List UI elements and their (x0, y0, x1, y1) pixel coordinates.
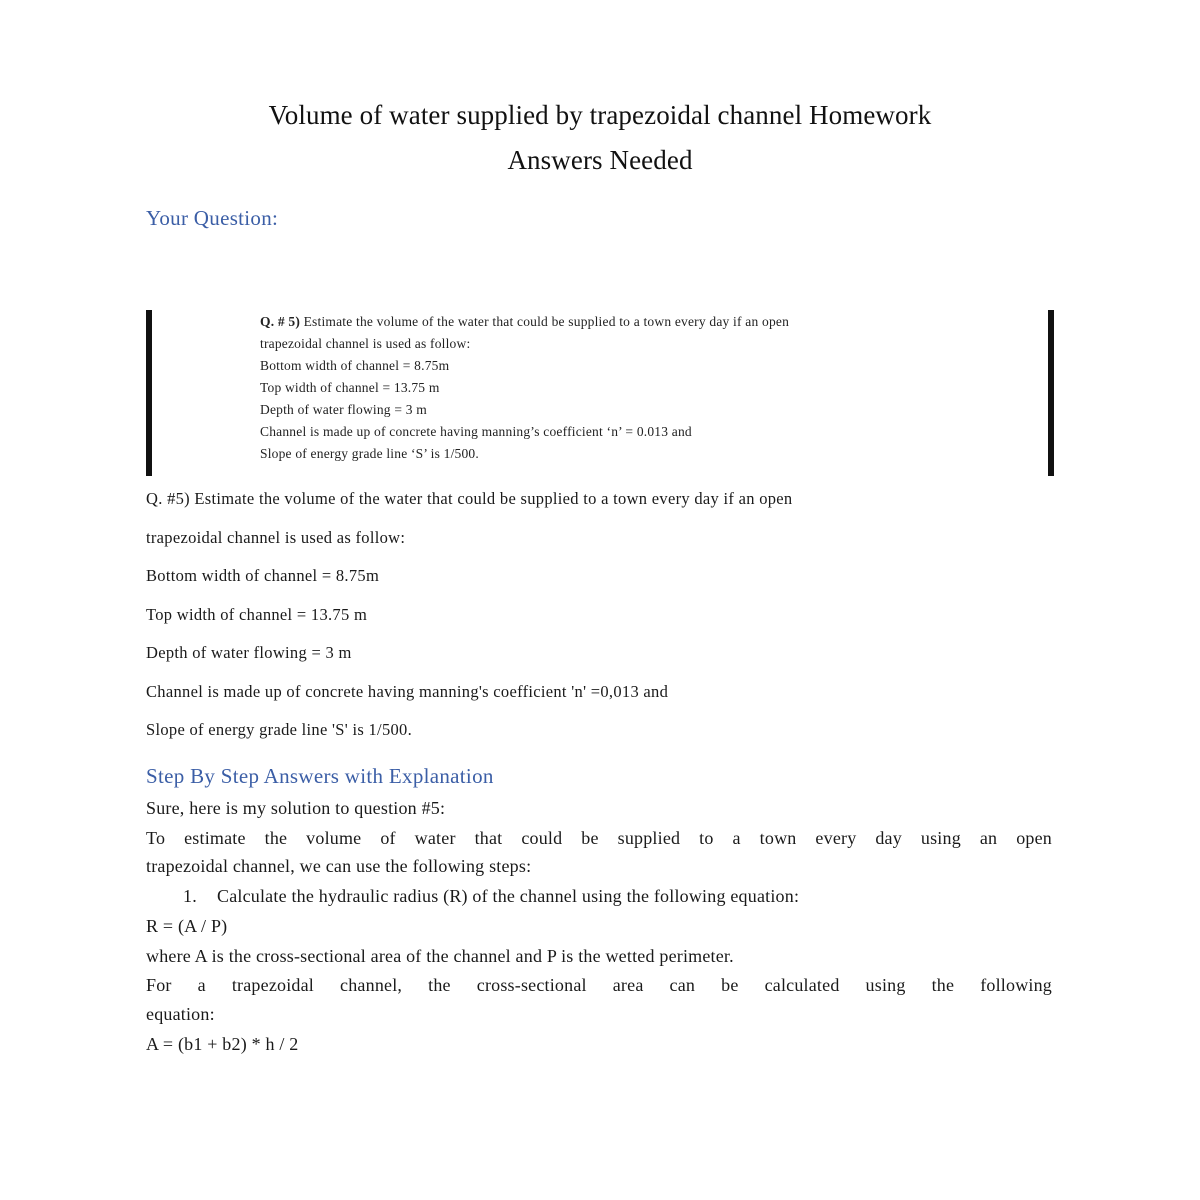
answer-paragraph-line: For a trapezoidal channel, the cross-sectional area can be calculated using the following (146, 975, 1052, 995)
equation-area: A = (b1 + b2) * h / 2 (146, 1034, 299, 1054)
question-image-line: Depth of water flowing = 3 m (260, 402, 427, 417)
image-border-right (1048, 310, 1054, 476)
answer-paragraph-line: trapezoidal channel, we can use the following steps: (146, 856, 532, 876)
question-heading: Your Question: (146, 206, 279, 230)
page-title-line-2: Answers Needed (507, 145, 693, 175)
question-number: Q. # 5) (260, 314, 301, 329)
answer-paragraph-line: equation: (146, 1004, 215, 1024)
step-number: 1. (183, 886, 197, 906)
answer-heading: Step By Step Answers with Explanation (146, 764, 494, 788)
step-list-item (183, 886, 799, 907)
question-text-line: Q. #5) Estimate the volume of the water that could be supplied to a town every day if an open (146, 489, 793, 508)
question-image-line: Bottom width of channel = 8.75m (260, 358, 450, 373)
equation-hydraulic-radius: R = (A / P) (146, 916, 228, 936)
step-text: Calculate the hydraulic radius (R) of the channel using the following equation: (217, 886, 800, 906)
answer-paragraph-line: To estimate the volume of water that could be supplied to a town every day using an open (146, 828, 1052, 848)
question-image-line: Slope of energy grade line ‘S’ is 1/500. (260, 446, 479, 461)
question-text-line: Top width of channel = 13.75 m (146, 605, 368, 624)
question-text-line: trapezoidal channel is used as follow: (146, 528, 406, 547)
question-image-line (260, 314, 789, 330)
answer-intro: Sure, here is my solution to question #5: (146, 798, 446, 818)
page-title-line-1: Volume of water supplied by trapezoidal channel Homework (268, 100, 932, 130)
question-image-line: Top width of channel = 13.75 m (260, 380, 440, 395)
question-text-line: Channel is made up of concrete having manning's coefficient 'n' =0,013 and (146, 682, 669, 701)
question-image-text: Estimate the volume of the water that could be supplied to a town every day if an open (300, 314, 790, 329)
image-border-left (146, 310, 152, 476)
question-text-line: Bottom width of channel = 8.75m (146, 566, 380, 585)
question-image-line: trapezoidal channel is used as follow: (260, 336, 471, 351)
answer-paragraph-line: where A is the cross-sectional area of the channel and P is the wetted perimeter. (146, 946, 734, 966)
question-image (146, 310, 1056, 476)
question-text-line: Depth of water flowing = 3 m (146, 643, 352, 662)
question-text-line: Slope of energy grade line 'S' is 1/500. (146, 720, 413, 739)
question-image-line: Channel is made up of concrete having manning’s coefficient ‘n’ = 0.013 and (260, 424, 692, 439)
